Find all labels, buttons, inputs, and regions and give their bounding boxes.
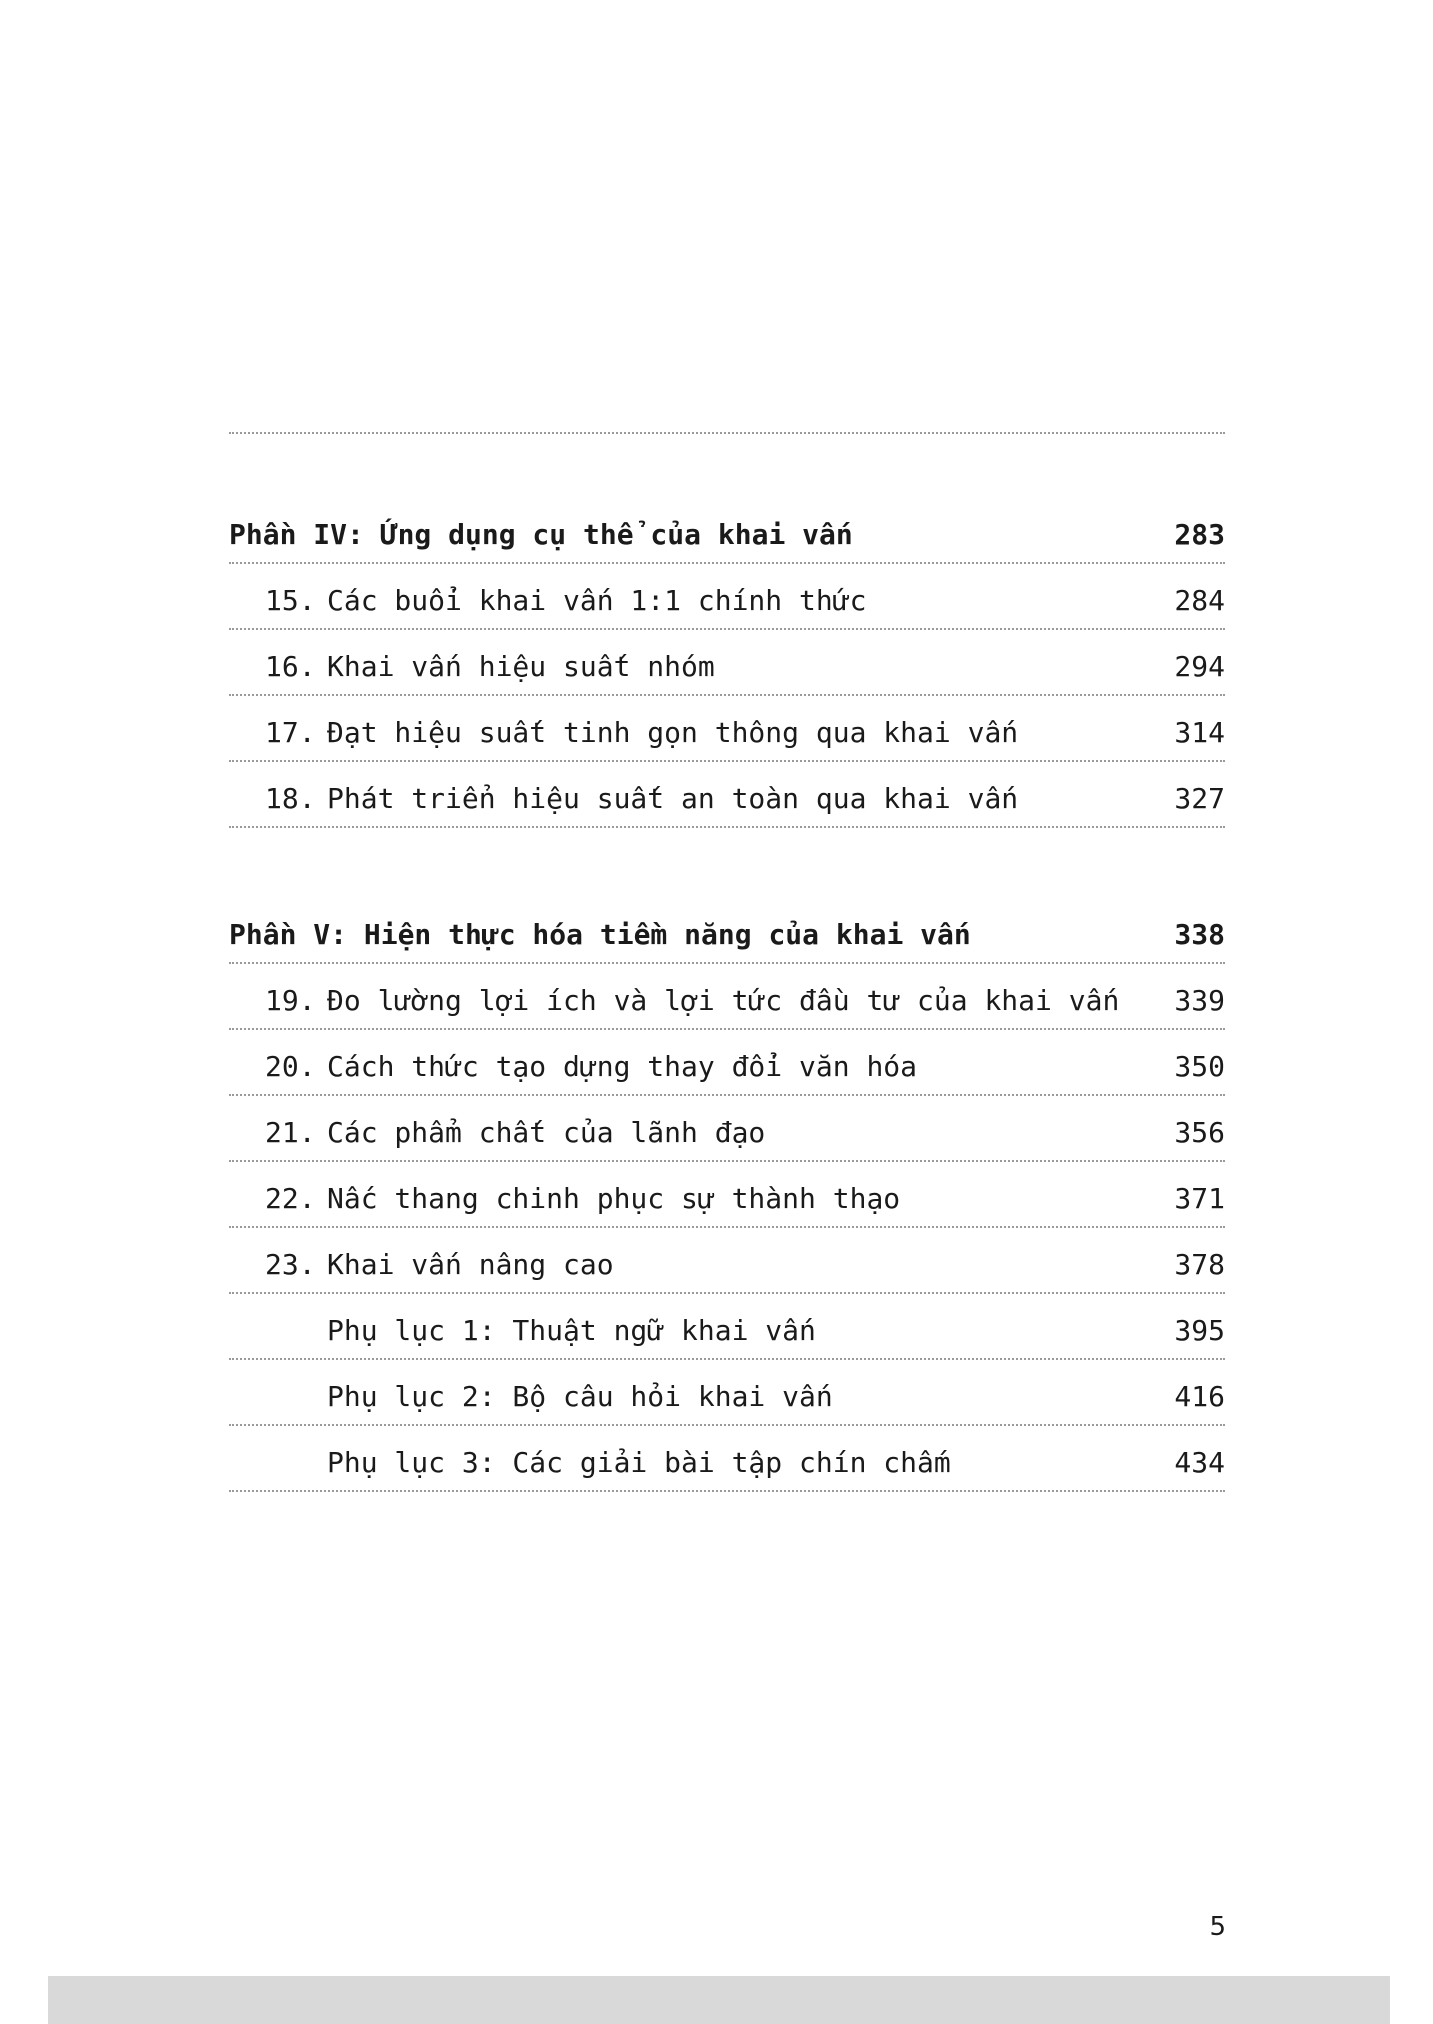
toc-chapter-title: Đo lường lợi ích và lợi tức đầu tư của khai vấn: [327, 984, 1120, 1017]
toc-chapter-row[interactable]: [229, 1030, 1225, 1096]
toc-page-number: 338: [1174, 918, 1225, 951]
toc-chapter-title: Nấc thang chinh phục sự thành thạo: [327, 1182, 901, 1215]
toc-chapter-title: Các buổi khai vấn 1:1 chính thức: [327, 584, 867, 617]
toc-chapter-number: 20.: [265, 1050, 316, 1083]
toc-page-number: 416: [1174, 1380, 1225, 1413]
toc-page-number: 294: [1174, 650, 1225, 683]
toc-chapter-number: 16.: [265, 650, 316, 683]
toc-chapter-row[interactable]: [229, 630, 1225, 696]
toc-chapter-title: Khai vấn hiệu suất nhóm: [327, 650, 715, 683]
toc-chapter-number: 15.: [265, 584, 316, 617]
toc-chapter-number: 21.: [265, 1116, 316, 1149]
toc-page-number: 327: [1174, 782, 1225, 815]
toc-chapter-title: Phát triển hiệu suất an toàn qua khai vấn: [327, 782, 1019, 815]
toc-page-number: 284: [1174, 584, 1225, 617]
toc-page-number: 356: [1174, 1116, 1225, 1149]
toc-appendix-row[interactable]: [229, 1360, 1225, 1426]
bottom-gray-band: [48, 1976, 1390, 2024]
toc-chapter-title: Các phẩm chất của lãnh đạo: [327, 1116, 766, 1149]
toc-part-heading[interactable]: [229, 898, 1225, 964]
toc-chapter-number: 22.: [265, 1182, 316, 1215]
toc-page-number: 378: [1174, 1248, 1225, 1281]
toc-page-number: 434: [1174, 1446, 1225, 1479]
toc-appendix-row[interactable]: [229, 1426, 1225, 1492]
toc-appendix-title: Phụ lục 1: Thuật ngữ khai vấn: [327, 1314, 816, 1347]
toc-page-number: 350: [1174, 1050, 1225, 1083]
toc-chapter-row[interactable]: [229, 964, 1225, 1030]
toc-page-number: 371: [1174, 1182, 1225, 1215]
toc-chapter-title: Cách thức tạo dựng thay đổi văn hóa: [327, 1050, 918, 1083]
toc-appendix-title: Phụ lục 3: Các giải bài tập chín chấm: [327, 1446, 951, 1479]
toc-chapter-row[interactable]: [229, 762, 1225, 828]
toc-chapter-number: 18.: [265, 782, 316, 815]
toc-page-number: 395: [1174, 1314, 1225, 1347]
toc-chapter-title: Đạt hiệu suất tinh gọn thông qua khai vấn: [327, 716, 1019, 749]
toc-chapter-row[interactable]: [229, 1228, 1225, 1294]
table-of-contents: [229, 432, 1225, 1492]
toc-chapter-row[interactable]: [229, 696, 1225, 762]
toc-part-heading[interactable]: [229, 498, 1225, 564]
toc-page-number: 283: [1174, 518, 1225, 551]
toc-page-number: 339: [1174, 984, 1225, 1017]
toc-chapter-number: 23.: [265, 1248, 316, 1281]
page-number: 5: [1209, 1912, 1226, 1942]
toc-part-title: Phần IV: Ứng dụng cụ thể của khai vấn: [229, 518, 853, 551]
toc-appendix-row[interactable]: [229, 1294, 1225, 1360]
toc-chapter-number: 19.: [265, 984, 316, 1017]
toc-chapter-row[interactable]: [229, 1162, 1225, 1228]
toc-chapter-title: Khai vấn nâng cao: [327, 1248, 614, 1281]
toc-chapter-row[interactable]: [229, 1096, 1225, 1162]
toc-chapter-row[interactable]: [229, 564, 1225, 630]
toc-chapter-number: 17.: [265, 716, 316, 749]
toc-appendix-title: Phụ lục 2: Bộ câu hỏi khai vấn: [327, 1380, 833, 1413]
toc-page-number: 314: [1174, 716, 1225, 749]
toc-group-part-iv: [229, 498, 1225, 828]
toc-group-part-v: [229, 898, 1225, 1492]
toc-part-title: Phần V: Hiện thực hóa tiềm năng của khai vấn: [229, 918, 971, 951]
group-spacer: [229, 828, 1225, 898]
top-dotted-rule: [229, 432, 1225, 434]
